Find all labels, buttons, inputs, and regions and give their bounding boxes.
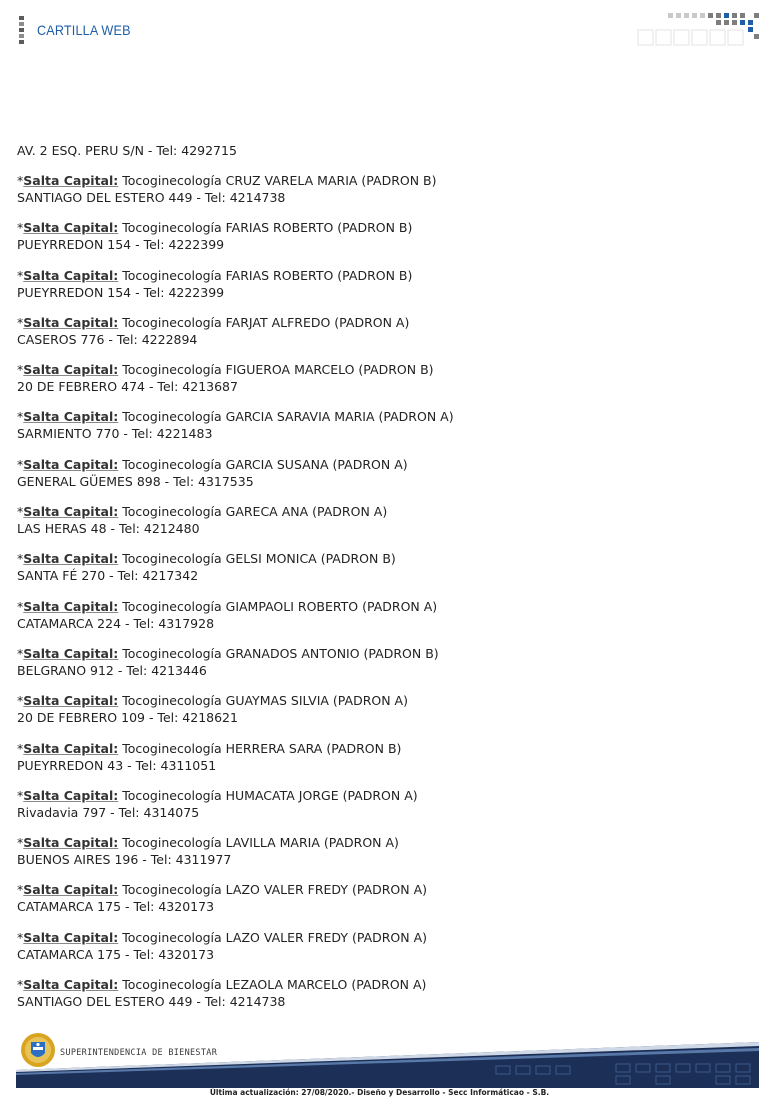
entry-prefix: * (17, 787, 24, 803)
entry-region: Salta Capital: (23, 456, 119, 472)
footer-update-note: Última actualización: 27/08/2020.- Diseño y Desarrollo - Secc Informáticao - S.B. (209, 1088, 550, 1097)
entry-region: Salta Capital: (23, 787, 119, 803)
entry-address: CATAMARCA 175 - Tel: 4320173 (17, 899, 215, 915)
entry-address: PUEYRREDON 154 - Tel: 4222399 (17, 284, 225, 300)
entry-heading (17, 598, 717, 615)
list-item (17, 267, 717, 301)
page-title: CARTILLA WEB (37, 22, 131, 38)
entry-heading (17, 881, 717, 898)
entry-address: BUENOS AIRES 196 - Tel: 4311977 (17, 852, 232, 868)
list-item (17, 692, 717, 726)
entry-address: GENERAL GÜEMES 898 - Tel: 4317535 (17, 473, 254, 489)
list-item (17, 787, 717, 821)
entry-region: Salta Capital: (23, 882, 119, 898)
entry-description: Tocoginecología GARCIA SUSANA (PADRON A) (118, 456, 408, 472)
entry-description: Tocoginecología LAVILLA MARIA (PADRON A) (118, 835, 399, 851)
entry-region: Salta Capital: (23, 314, 119, 330)
list-item (17, 550, 717, 584)
entry-address: SARMIENTO 770 - Tel: 4221483 (17, 426, 213, 442)
list-item (17, 929, 717, 963)
entry-address: LAS HERAS 48 - Tel: 4212480 (17, 521, 200, 537)
entry-prefix: * (17, 929, 24, 945)
entry-region: Salta Capital: (23, 835, 119, 851)
entry-heading (17, 503, 717, 520)
entry-region: Salta Capital: (23, 645, 119, 661)
entry-prefix: * (17, 645, 24, 661)
entry-region: Salta Capital: (23, 929, 119, 945)
entry-heading (17, 976, 717, 993)
organization-name: SUPERINTENDENCIA DE BIENESTAR (60, 1048, 218, 1058)
entry-prefix: * (17, 362, 24, 378)
entry-address: SANTIAGO DEL ESTERO 449 - Tel: 4214738 (17, 994, 286, 1010)
entry-description: Tocoginecología HERRERA SARA (PADRON B) (118, 740, 402, 756)
entry-description: Tocoginecología LAZO VALER FREDY (PADRON A) (118, 882, 428, 898)
entry-prefix: * (17, 314, 24, 330)
entry-region: Salta Capital: (23, 220, 119, 236)
entry-heading (17, 172, 717, 189)
list-item (17, 219, 717, 253)
entry-prefix: * (17, 598, 24, 614)
entry-prefix: * (17, 977, 24, 993)
entry-prefix: * (17, 220, 24, 236)
list-item (17, 598, 717, 632)
provider-list (17, 142, 717, 1023)
entry-heading (17, 834, 717, 851)
footer-wave-graphic (16, 1030, 759, 1088)
entry-description: Tocoginecología FARIAS ROBERTO (PADRON B) (118, 220, 413, 236)
entry-heading (17, 456, 717, 473)
list-item (17, 503, 717, 537)
list-item (17, 408, 717, 442)
entry-heading (17, 692, 717, 709)
entry-address: PUEYRREDON 154 - Tel: 4222399 (17, 237, 225, 253)
entry-prefix: * (17, 882, 24, 898)
entry-description: Tocoginecología LAZO VALER FREDY (PADRON A) (118, 929, 428, 945)
entry-heading (17, 361, 717, 378)
entry-region: Salta Capital: (23, 362, 119, 378)
entry-description: Tocoginecología GARECA ANA (PADRON A) (118, 504, 388, 520)
entry-description: Tocoginecología GARCIA SARAVIA MARIA (PADRON A) (118, 409, 454, 425)
entry-address: CATAMARCA 175 - Tel: 4320173 (17, 946, 215, 962)
entry-prefix: * (17, 409, 24, 425)
list-item (17, 740, 717, 774)
entry-heading (17, 787, 717, 804)
entry-description: Tocoginecología LEZAOLA MARCELO (PADRON A) (118, 977, 427, 993)
entry-description: Tocoginecología HUMACATA JORGE (PADRON A) (118, 787, 418, 803)
list-item (17, 172, 717, 206)
entry-prefix: * (17, 693, 24, 709)
entry-heading (17, 219, 717, 236)
entry-address: Rivadavia 797 - Tel: 4314075 (17, 804, 200, 820)
entry-description: Tocoginecología GIAMPAOLI ROBERTO (PADRON A) (118, 598, 438, 614)
entry-address: CATAMARCA 224 - Tel: 4317928 (17, 615, 215, 631)
entry-description: Tocoginecología CRUZ VARELA MARIA (PADRON B) (118, 173, 437, 188)
entry-address: 20 DE FEBRERO 474 - Tel: 4213687 (17, 379, 238, 395)
entry-region: Salta Capital: (23, 977, 119, 993)
address-line: AV. 2 ESQ. PERU S/N - Tel: 4292715 (17, 143, 237, 158)
entry-address: CASEROS 776 - Tel: 4222894 (17, 331, 198, 347)
entry-heading (17, 645, 717, 662)
list-item (17, 834, 717, 868)
seal-icon (20, 1032, 56, 1068)
entry-prefix: * (17, 267, 24, 283)
entry-heading (17, 740, 717, 757)
entry-description: Tocoginecología FARJAT ALFREDO (PADRON A) (118, 314, 410, 330)
entry-address: PUEYRREDON 43 - Tel: 4311051 (17, 757, 217, 773)
entry-description: Tocoginecología FIGUEROA MARCELO (PADRON B) (118, 362, 434, 378)
list-item (17, 361, 717, 395)
footer-banner (16, 1030, 759, 1088)
entry-region: Salta Capital: (23, 409, 119, 425)
entry-region: Salta Capital: (23, 740, 119, 756)
entry-prefix: * (17, 835, 24, 851)
list-item (17, 881, 717, 915)
entry-heading (17, 267, 717, 284)
entry-prefix: * (17, 504, 24, 520)
entry-prefix: * (17, 456, 24, 472)
list-item (17, 456, 717, 490)
entry-prefix: * (17, 173, 24, 188)
entry-address: SANTIAGO DEL ESTERO 449 - Tel: 4214738 (17, 190, 286, 205)
entry-address: BELGRANO 912 - Tel: 4213446 (17, 662, 207, 678)
list-item (17, 976, 717, 1010)
entry-region: Salta Capital: (23, 551, 119, 567)
entry-heading (17, 408, 717, 425)
entries-container (17, 172, 717, 1010)
entry-description: Tocoginecología FARIAS ROBERTO (PADRON B) (118, 267, 413, 283)
entry-region: Salta Capital: (23, 504, 119, 520)
entry-prefix: * (17, 740, 24, 756)
list-item (17, 645, 717, 679)
entry-description: Tocoginecología GUAYMAS SILVIA (PADRON A) (118, 693, 408, 709)
entry-description: Tocoginecología GRANADOS ANTONIO (PADRON B) (118, 645, 439, 661)
entry-heading (17, 550, 717, 567)
entry-heading (17, 929, 717, 946)
entry-description: Tocoginecología GELSI MONICA (PADRON B) (118, 551, 396, 567)
header-accent-bar (19, 16, 24, 46)
entry-region: Salta Capital: (23, 173, 119, 188)
entry-region: Salta Capital: (23, 598, 119, 614)
entry-prefix: * (17, 551, 24, 567)
entry-heading (17, 314, 717, 331)
entry-address: SANTA FÉ 270 - Tel: 4217342 (17, 568, 199, 584)
list-item (17, 314, 717, 348)
entry-region: Salta Capital: (23, 693, 119, 709)
entry-address: 20 DE FEBRERO 109 - Tel: 4218621 (17, 710, 238, 726)
entry-region: Salta Capital: (23, 267, 119, 283)
header-decoration-icon (636, 10, 759, 48)
